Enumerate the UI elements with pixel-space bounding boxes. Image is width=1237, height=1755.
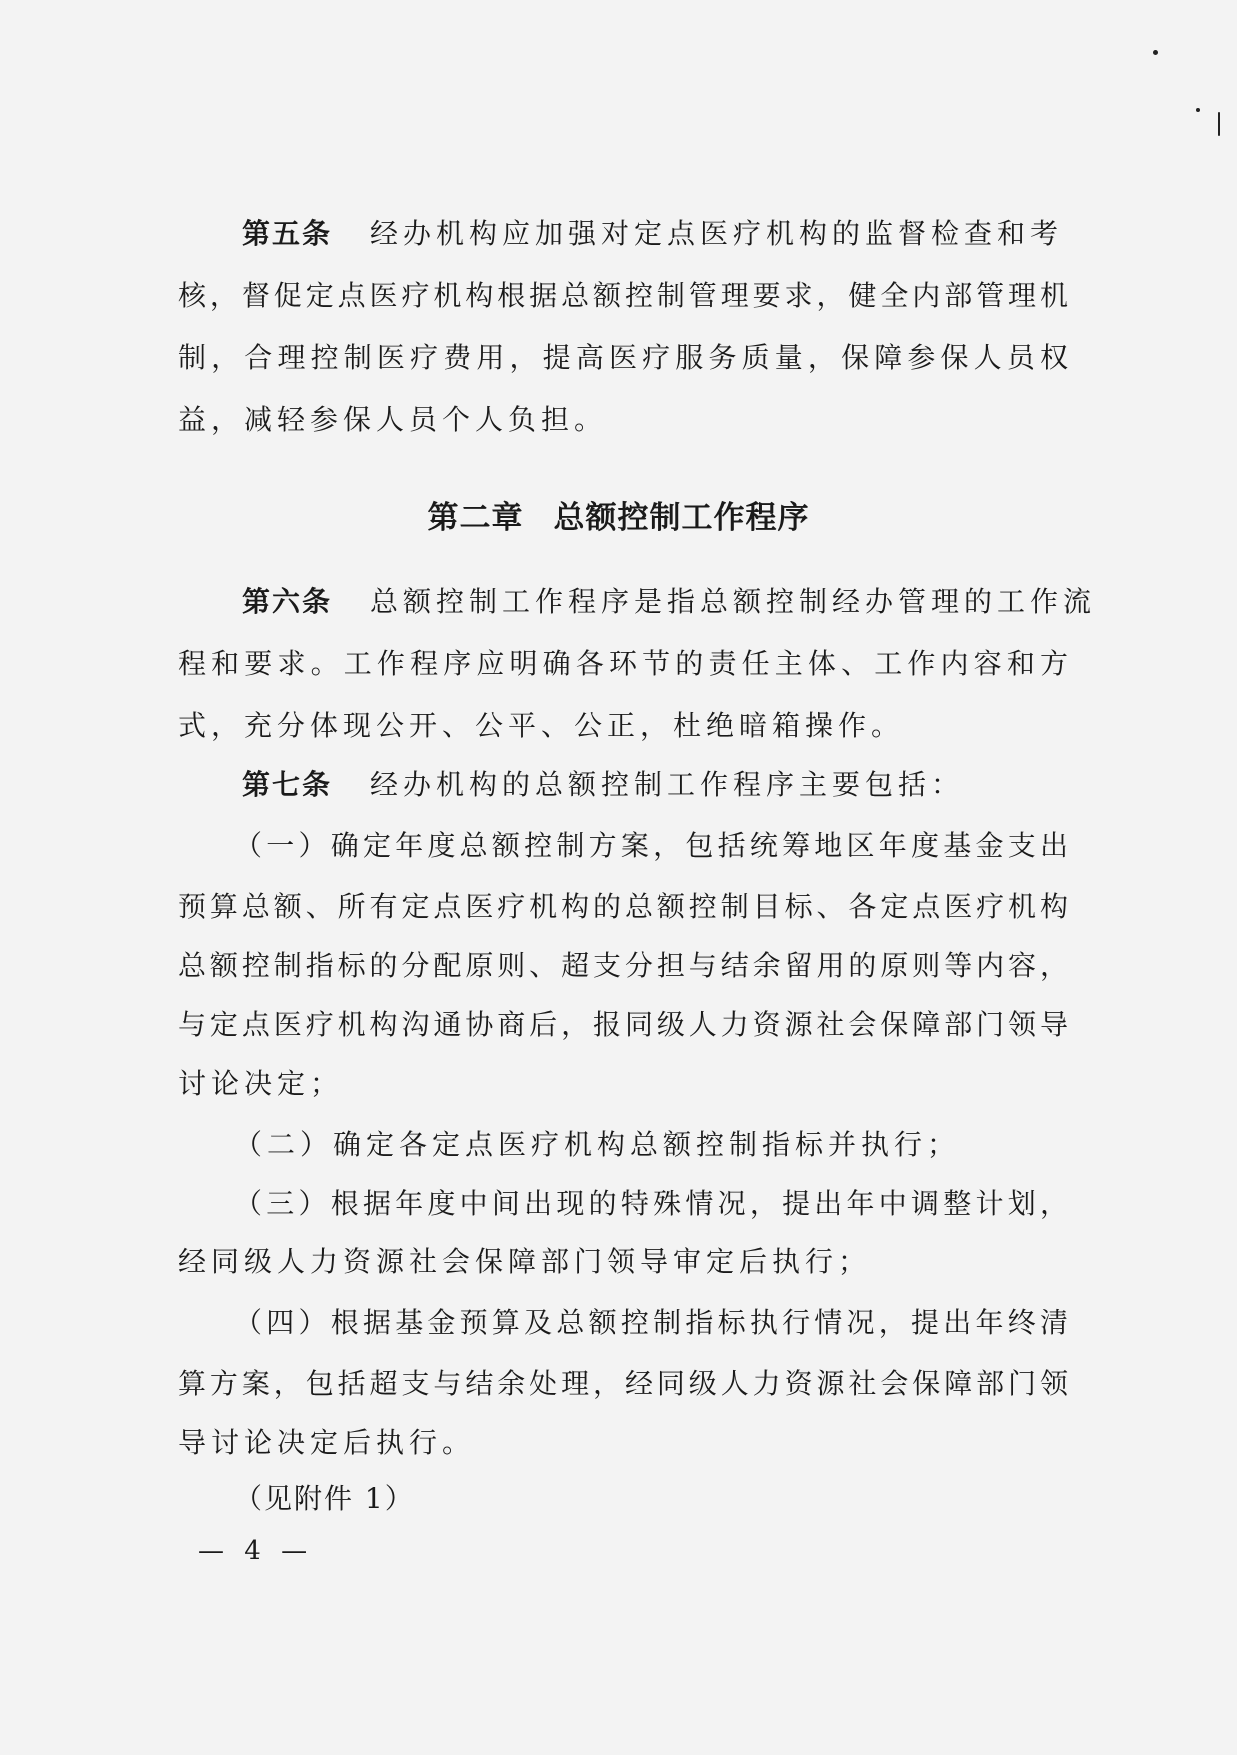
item-4-line-2: 算方案，包括超支与结余处理，经同级人力资源社会保障部门领 (178, 1367, 1068, 1400)
article-6-text: 总额控制工作程序是指总额控制经办管理的工作流 (370, 585, 1097, 618)
item-1-line-1: （一）确定年度总额控制方案，包括统筹地区年度基金支出 (234, 829, 1068, 862)
page-number: — 4 — (198, 1536, 314, 1566)
article-6-line-2: 程和要求。工作程序应明确各环节的责任主体、工作内容和方 (178, 647, 1068, 680)
article-5-line-1 (242, 216, 1068, 252)
attachment-note: （见附件 1） (234, 1482, 415, 1515)
article-5-text: 经办机构应加强对定点医疗机构的监督检查和考 (370, 217, 1064, 250)
scan-speck (1153, 50, 1158, 55)
chapter-heading (0, 492, 1237, 537)
item-1-line-3: 总额控制指标的分配原则、超支分担与结余留用的原则等内容， (178, 949, 1068, 982)
chapter-title: 总额控制工作程序 (553, 500, 810, 536)
article-5-line-2: 核，督促定点医疗机构根据总额控制管理要求，健全内部管理机 (178, 279, 1068, 312)
article-6-line-3: 式，充分体现公开、公平、公正，杜绝暗箱操作。 (178, 709, 905, 742)
scan-speck (1196, 108, 1200, 112)
item-2-line-1: （二）确定各定点医疗机构总额控制指标并执行； (234, 1128, 961, 1161)
item-1-line-2: 预算总额、所有定点医疗机构的总额控制目标、各定点医疗机构 (178, 890, 1068, 923)
article-5-line-3: 制，合理控制医疗费用，提高医疗服务质量，保障参保人员权 (178, 341, 1068, 374)
article-6-label: 第六条 (242, 585, 333, 618)
item-1-line-4: 与定点医疗机构沟通协商后，报同级人力资源社会保障部门领导 (178, 1008, 1068, 1041)
article-5-line-4: 益，减轻参保人员个人负担。 (178, 403, 608, 436)
article-7-label: 第七条 (242, 768, 333, 801)
article-7-line-1 (242, 767, 1068, 803)
item-4-line-3: 导讨论决定后执行。 (178, 1426, 476, 1459)
item-3-line-1: （三）根据年度中间出现的特殊情况，提出年中调整计划， (234, 1187, 1068, 1220)
article-6-line-1 (242, 584, 1097, 620)
item-3-line-2: 经同级人力资源社会保障部门领导审定后执行； (178, 1245, 872, 1278)
scan-speck (1218, 112, 1220, 136)
item-4-line-1: （四）根据基金预算及总额控制指标执行情况，提出年终清 (234, 1306, 1068, 1339)
item-1-line-5: 讨论决定； (178, 1067, 344, 1100)
chapter-number: 第二章 (427, 500, 524, 536)
article-5-label: 第五条 (242, 217, 333, 250)
article-7-text: 经办机构的总额控制工作程序主要包括： (370, 768, 965, 801)
